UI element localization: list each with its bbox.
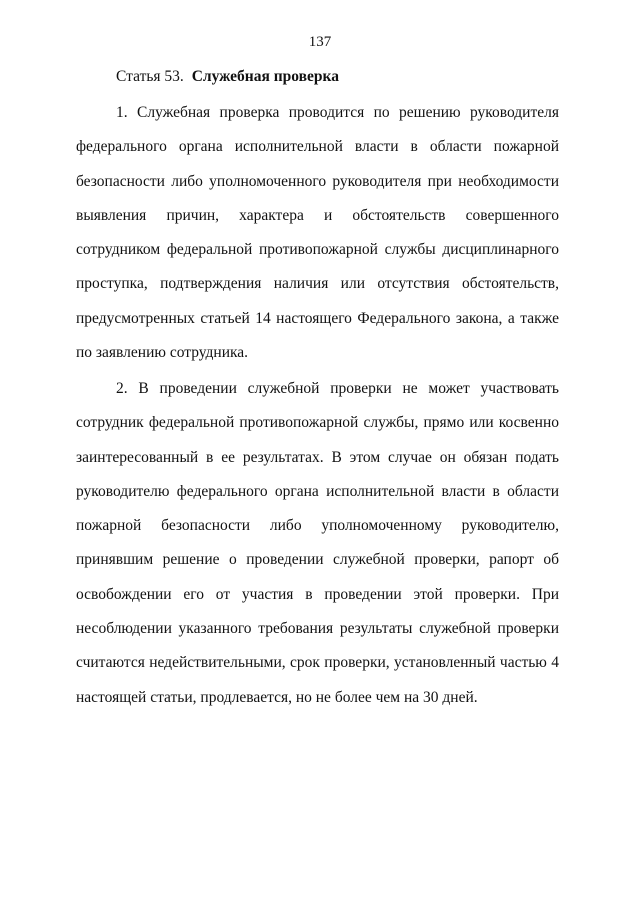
paragraph-2: 2. В проведении служебной проверки не может участвовать сотрудник федеральной противопожарной службы, прямо или косвенно заинтересованный в ее результатах. В этом случае он обязан подать руководителю федерального органа исполнительной власти в области пожарной безопасности либо уполномоченному руководителю, принявшим решение о проведении служебной проверки, рапорт об освобождении его от участия в проведении этой проверки. При несоблюдении указанного требования результаты служебной проверки считаются недействительными, срок проверки, установленный частью 4 настоящей статьи, продлевается, но не более чем на 30 дней. bbox=[76, 380, 559, 706]
article-heading bbox=[116, 68, 339, 86]
article-label: Статья 53. bbox=[116, 68, 184, 85]
article-title: Служебная проверка bbox=[191, 68, 339, 85]
page-number: 137 bbox=[308, 34, 332, 50]
paragraph-1: 1. Служебная проверка проводится по решению руководителя федерального органа исполнительной власти в области пожарной безопасности либо уполномоченного руководителя при необходимости выявления причин, характера и обстоятельств совершенного сотрудником федеральной противопожарной службы дисциплинарного проступка, подтверждения наличия или отсутствия обстоятельств, предусмотренных статьей 14 настоящего Федерального закона, а также по заявлению сотрудника. bbox=[76, 104, 559, 362]
